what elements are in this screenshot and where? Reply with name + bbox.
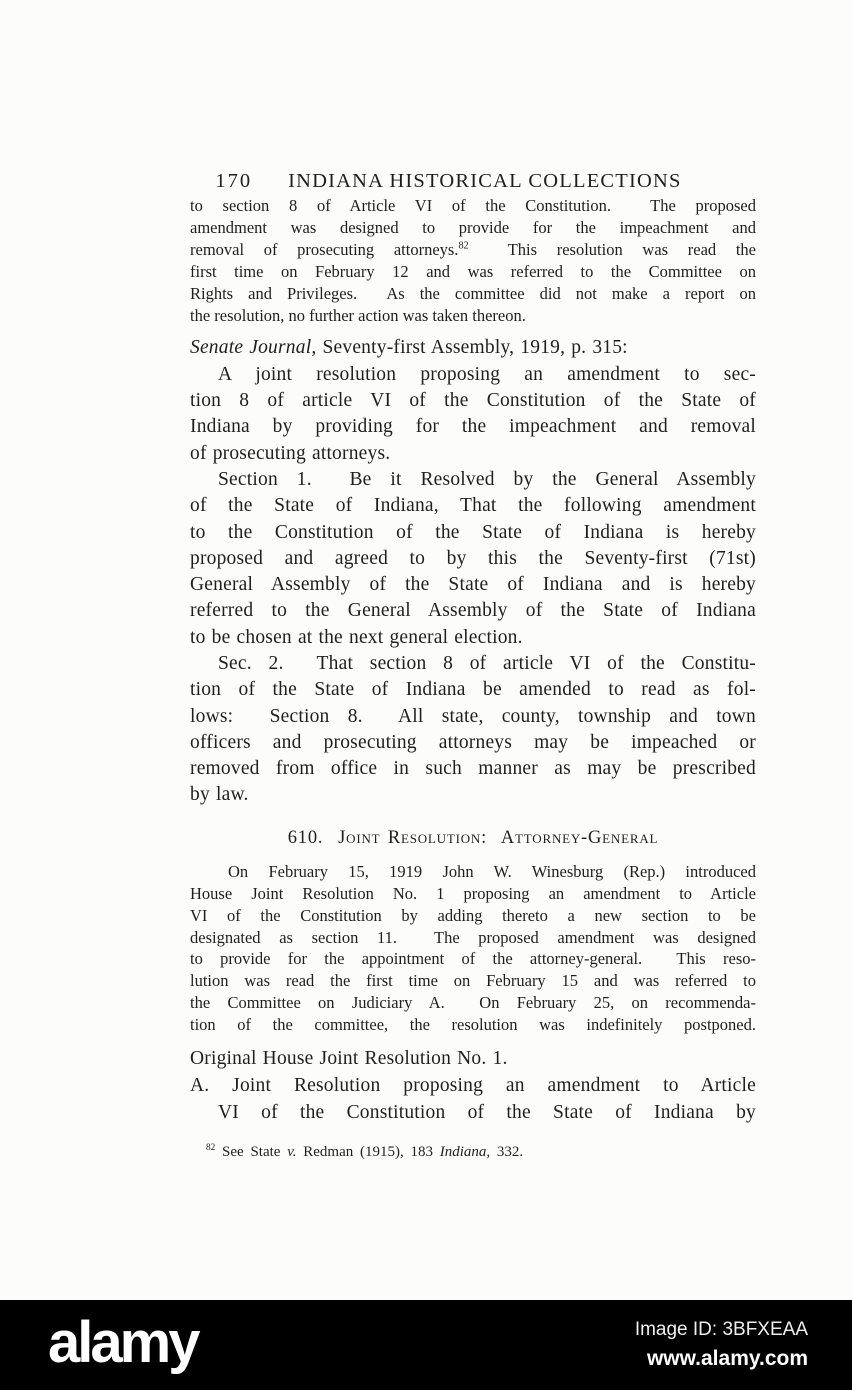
text-line: Original House Joint Resolution No. 1. [190, 1048, 508, 1070]
alamy-logo: alamy [48, 1310, 198, 1375]
intro-paragraph [190, 195, 756, 326]
original-resolution-title [190, 1045, 756, 1126]
text-line: VI of the Constitution of the State of Indiana by [218, 1102, 756, 1124]
alamy-url: www.alamy.com [646, 1347, 808, 1370]
text-line: General Assembly of the State of Indiana and is hereby [190, 574, 756, 596]
text-line: lows: Section 8. All state, county, township and town [190, 705, 756, 727]
text-line: first time on February 12 and was referred to the Committee on [190, 261, 756, 281]
text-line: officers and prosecuting attorneys may be impeached or [190, 731, 756, 753]
text-line: A. Joint Resolution proposing an amendment to Article [190, 1075, 756, 1097]
text-line: the Committee on Judiciary A. On February 25, on recommenda- [190, 993, 756, 1013]
text-line: Indiana by providing for the impeachment and removal [190, 416, 756, 438]
text-line: removed from office in such manner as may be prescribed [190, 758, 756, 780]
text-line: $^{82}$ See State v. Redman (1915), 183 Indiana, 332. [206, 1143, 524, 1161]
italic-text: Senate Journal, [190, 337, 317, 359]
text-line: designated as section 11. The proposed amendment was designed [190, 927, 756, 947]
text-line: tion of the State of Indiana be amended to read as fol- [190, 679, 756, 701]
text-line: VI of the Constitution by adding thereto a new section to be [190, 905, 756, 925]
text-line: of prosecuting attorneys. [190, 442, 391, 464]
italic-text: Indiana, [439, 1144, 491, 1161]
text-line: tion of the committee, the resolution was indefinitely postponed. [190, 1015, 756, 1035]
watermark-info [635, 1319, 808, 1371]
text-line: 610. Joint Resolution: Attorney-General [287, 827, 659, 848]
section-heading-610 [190, 826, 756, 851]
text-line: amendment was designed to provide for the impeachment and [190, 217, 756, 237]
text-line: by law. [190, 784, 249, 806]
superscript-marker: 82 [458, 240, 469, 252]
text-line: Section 1. Be it Resolved by the General Assembly [218, 468, 756, 490]
house-resolution-paragraph [190, 861, 756, 1036]
text-line: referred to the General Assembly of the State of Indiana [190, 600, 756, 622]
italic-text: v. [287, 1144, 297, 1161]
text-line: removal of prosecuting attorneys.$^{82}$ This resolution was read the [190, 239, 756, 259]
text-line: to be chosen at the next general election. [190, 626, 523, 648]
text-line: to section 8 of Article VI of the Constitution. The proposed [190, 196, 756, 215]
image-id-label: Image ID: 3BFXEAA [634, 1319, 808, 1340]
text-line: proposed and agreed to by this the Seventy-first (71st) [190, 547, 756, 569]
text-line: tion 8 of article VI of the Constitution of the State of [190, 390, 756, 412]
text-line: Sec. 2. That section 8 of article VI of the Constitu- [218, 653, 756, 674]
page-title: INDIANA HISTORICAL COLLECTIONS [288, 170, 682, 192]
text-line: On February 15, 1919 John W. Winesburg (Rep.) introduced [228, 861, 756, 881]
section-1-paragraph [190, 467, 756, 651]
footnote [190, 1142, 756, 1162]
senate-journal-citation [190, 335, 756, 361]
text-line: A joint resolution proposing an amendment to sec- [218, 363, 756, 385]
text-line: to provide for the appointment of the attorney-general. This reso- [190, 949, 756, 969]
section-2-paragraph [190, 651, 756, 809]
text-line: of the State of Indiana, That the following amendment [190, 495, 756, 517]
text-line: Rights and Privileges. As the committee did not make a report on [190, 283, 756, 303]
joint-resolution-summary [190, 362, 756, 467]
text-line: House Joint Resolution No. 1 proposing an amendment to Article [190, 883, 756, 903]
text-line: to the Constitution of the State of Indiana is hereby [190, 521, 756, 543]
superscript-marker: 82 [206, 1143, 216, 1154]
text-line: Senate Journal, Seventy-first Assembly, 1919, p. 315: [190, 337, 628, 359]
text-line: the resolution, no further action was taken thereon. [190, 305, 526, 325]
page-body [190, 195, 756, 1162]
text-line: lution was read the first time on February 15 and was referred to [190, 971, 756, 991]
page-number: 170 [215, 170, 253, 192]
watermark-bar [0, 1300, 852, 1390]
